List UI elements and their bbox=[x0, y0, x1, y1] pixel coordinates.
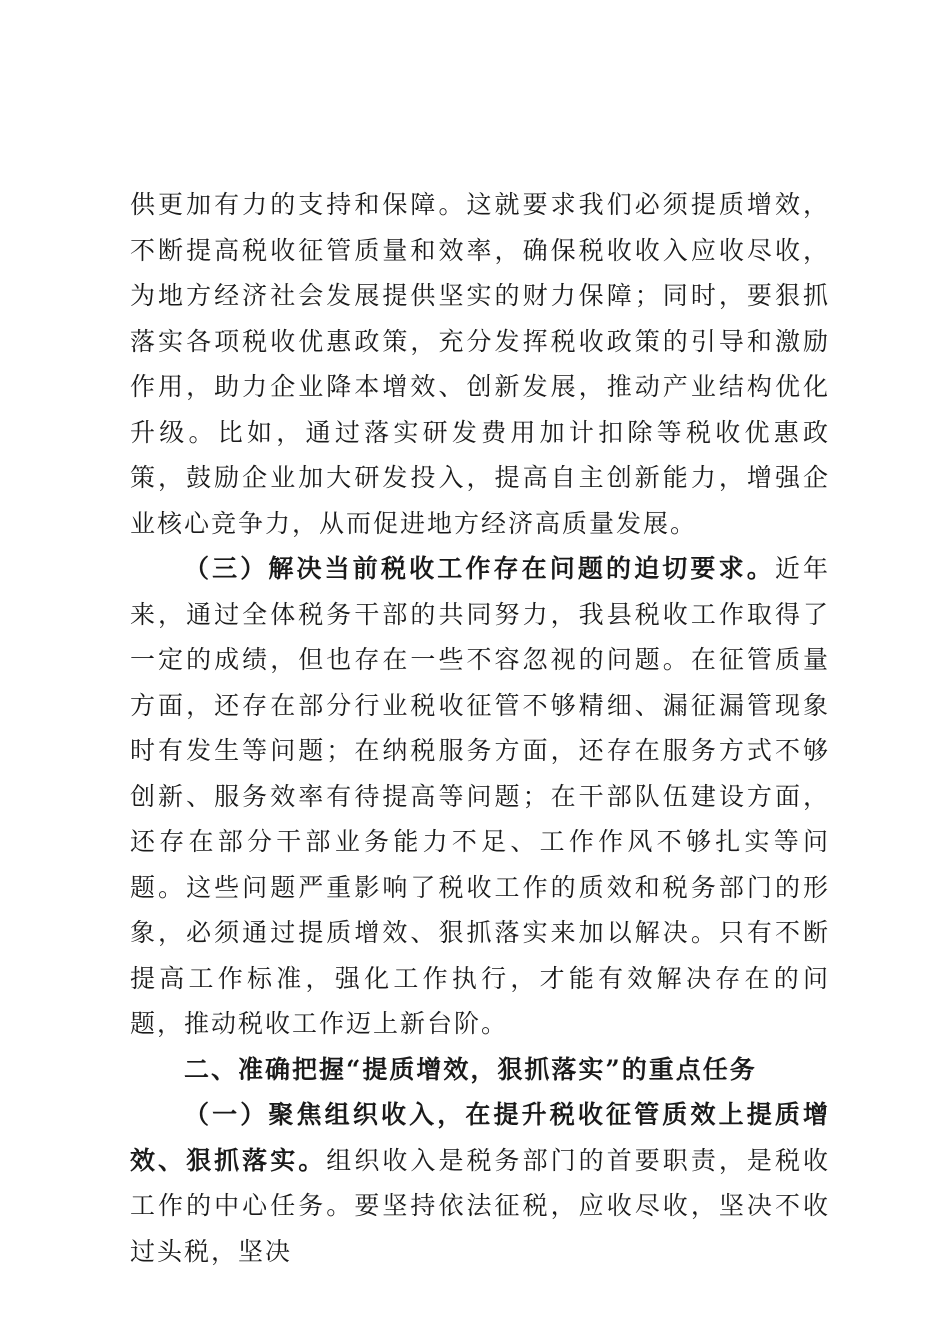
paragraph-one bbox=[130, 1092, 830, 1274]
document-body bbox=[130, 182, 830, 1274]
subsection-body-three: 近年来，通过全体税务干部的共同努力，我县税收工作取得了一定的成绩，但也存在一些不容忽视的问题。在征管质量方面，还存在部分行业税收征管不够精细、漏征漏管现象时有发生等问题；在纳税服务方面，还存在服务方式不够创新、服务效率有待提高等问题；在干部队伍建设方面，还存在部分干部业务能力不足、工作作风不够扎实等问题。这些问题严重影响了税收工作的质效和税务部门的形象，必须通过提质增效、狠抓落实来加以解决。只有不断提高工作标准，强化工作执行，才能有效解决存在的问题，推动税收工作迈上新台阶。 bbox=[130, 554, 830, 1038]
paragraph-continuation: 供更加有力的支持和保障。这就要求我们必须提质增效，不断提高税收征管质量和效率，确保税收收入应收尽收，为地方经济社会发展提供坚实的财力保障；同时，要狠抓落实各项税收优惠政策，充分发挥税收政策的引导和激励作用，助力企业降本增效、创新发展，推动产业结构优化升级。比如，通过落实研发费用加计扣除等税收优惠政策，鼓励企业加大研发投入，提高自主创新能力，增强企业核心竞争力，从而促进地方经济高质量发展。 bbox=[130, 190, 830, 538]
subsection-heading-three: （三）解决当前税收工作存在问题的迫切要求。 bbox=[184, 554, 775, 583]
section-heading-two: 二、准确把握“提质增效，狠抓落实”的重点任务 bbox=[184, 1054, 757, 1084]
paragraph-three bbox=[130, 546, 830, 1047]
subsection-body-one: 组织收入是税务部门的首要职责，是税收工作的中心任务。要坚持依法征税，应收尽收，坚决不收过头税，坚决 bbox=[130, 1145, 830, 1266]
subsection-heading-one: （一）聚焦组织收入，在提升税收征管质效上提质增效、狠抓落实。 bbox=[130, 1100, 830, 1175]
